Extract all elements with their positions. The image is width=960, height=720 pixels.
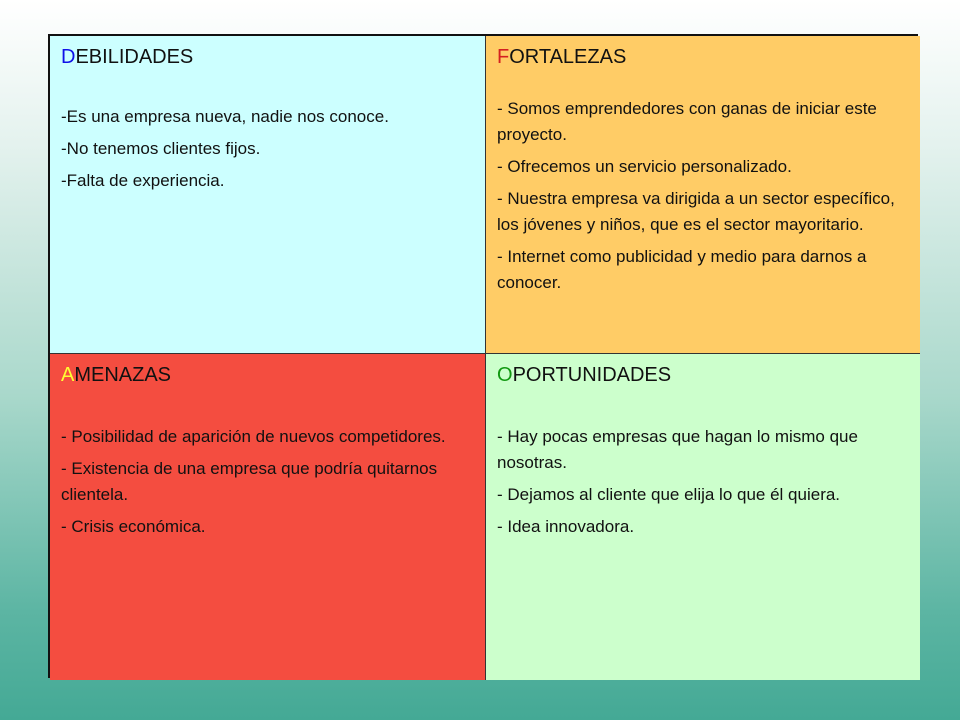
amenazas-heading — [61, 362, 475, 388]
swot-matrix — [48, 34, 918, 678]
oportunidades-heading-rest: PORTUNIDADES — [512, 364, 672, 386]
debilidades-heading — [61, 44, 475, 70]
oportunidades-quadrant — [486, 354, 920, 680]
amenazas-item: - Posibilidad de aparición de nuevos competidores. — [61, 427, 446, 446]
amenazas-heading-rest: MENAZAS — [74, 364, 172, 386]
oportunidades-heading — [497, 362, 910, 388]
fortalezas-item: - Somos emprendedores con ganas de iniciar este proyecto. — [497, 99, 877, 144]
fortalezas-heading-rest: ORTALEZAS — [509, 46, 627, 68]
fortalezas-list — [497, 96, 910, 296]
amenazas-initial: A — [61, 364, 75, 386]
amenazas-list — [61, 424, 475, 540]
debilidades-quadrant — [50, 36, 486, 354]
amenazas-quadrant — [50, 354, 486, 680]
oportunidades-list — [497, 424, 910, 540]
debilidades-initial: D — [61, 46, 76, 68]
debilidades-list — [61, 104, 475, 194]
amenazas-item: - Crisis económica. — [61, 517, 206, 536]
debilidades-item: -No tenemos clientes fijos. — [61, 139, 261, 158]
debilidades-item: -Es una empresa nueva, nadie nos conoce. — [61, 107, 389, 126]
amenazas-item: - Existencia de una empresa que podría quitarnos clientela. — [61, 459, 438, 504]
fortalezas-initial: F — [497, 46, 510, 68]
debilidades-item: -Falta de experiencia. — [61, 171, 225, 190]
debilidades-heading-rest: EBILIDADES — [75, 46, 194, 68]
oportunidades-item: - Idea innovadora. — [497, 517, 635, 536]
fortalezas-item: - Nuestra empresa va dirigida a un sector específico, los jóvenes y niños, que es el sector mayoritario. — [497, 189, 895, 234]
fortalezas-item: - Internet como publicidad y medio para darnos a conocer. — [497, 247, 867, 292]
fortalezas-quadrant — [486, 36, 920, 354]
fortalezas-item: - Ofrecemos un servicio personalizado. — [497, 157, 792, 176]
oportunidades-item: - Dejamos al cliente que elija lo que él quiera. — [497, 485, 841, 504]
oportunidades-initial: O — [497, 364, 513, 386]
oportunidades-item: - Hay pocas empresas que hagan lo mismo que nosotras. — [497, 427, 858, 472]
fortalezas-heading — [497, 44, 910, 70]
